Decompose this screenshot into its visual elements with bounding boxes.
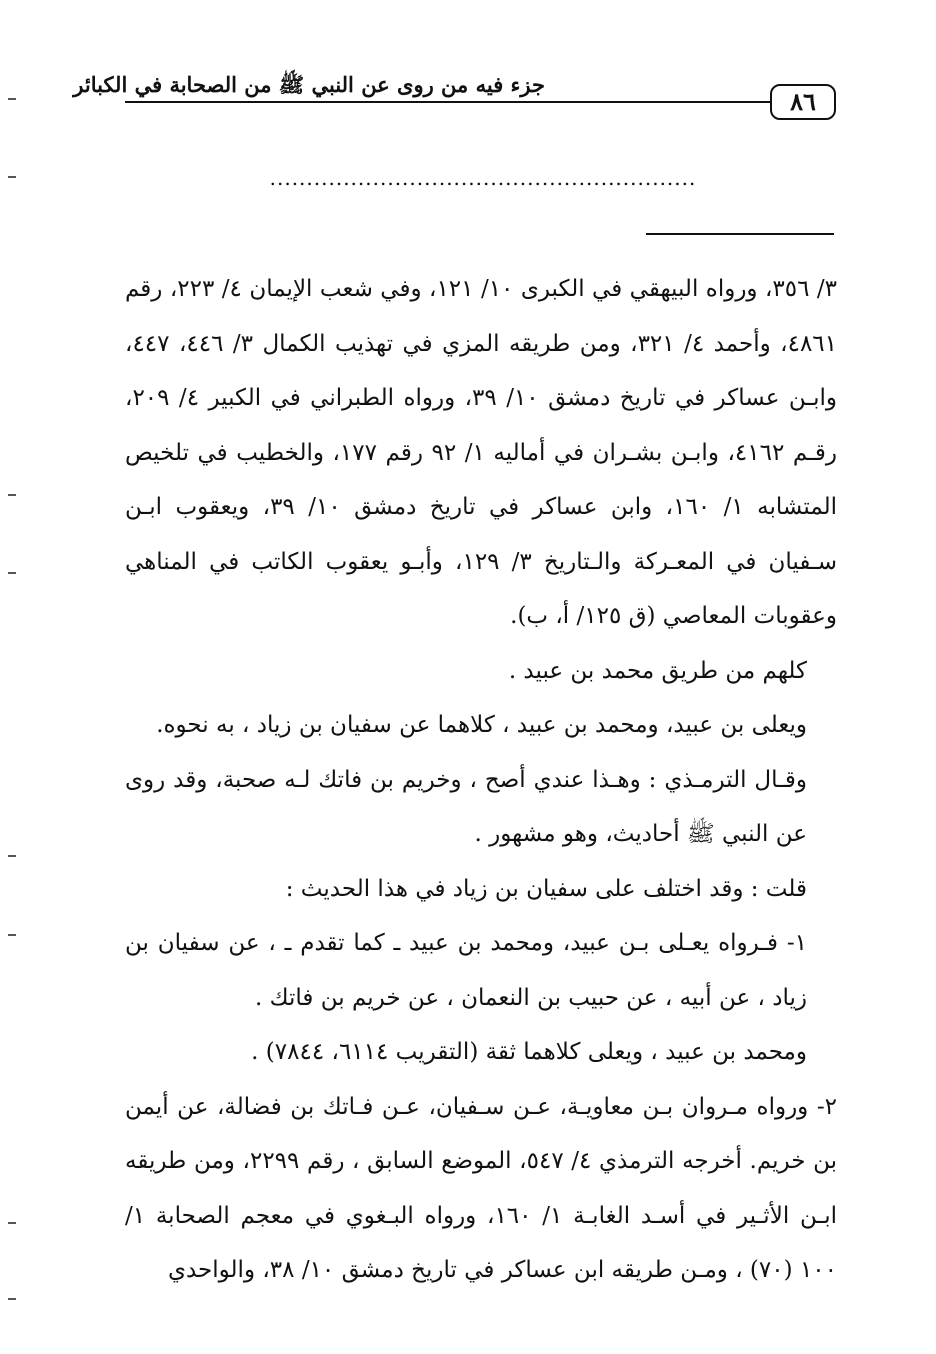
paragraph-5: قلت : وقد اختلف على سفيان بن زياد في هذا الحديث :	[285, 875, 807, 902]
scan-margin-mark	[8, 98, 16, 100]
scan-margin-mark	[8, 1298, 16, 1300]
paragraph-7: ومحمد بن عبيد ، ويعلى كلاهما ثقة (التقريب ٦١١٤، ٧٨٤٤) .	[251, 1039, 807, 1065]
scan-margin-mark	[8, 572, 16, 574]
footnote-separator	[646, 233, 834, 235]
paragraph-2: كلهم من طريق محمد بن عبيد .	[508, 657, 807, 684]
paragraph-4: وقـال الترمـذي : وهـذا عندي أصح ، وخريم بن فاتك لـه صحبة، وقد روى عن النبي ﷺ أحاديث، وهو مشهور .	[125, 766, 807, 847]
paragraph-8: ٢- ورواه مـروان بـن معاويـة، عـن سـفيان، عـن فـاتك بن فضالة، عن أيمن بن خريم. أخرجه الترمذي ٤/ ٥٤٧، الموضع السابق ، رقم ٢٢٩٩، ومن طريقه ابـن الأثـير في أسـد الغابـة ١/ ١٦٠، ورواه البـغوي في معجم الصحابة ١/ ١٠٠ (٧٠) ، ومـن طريقه ابن عساكر في تاريخ دمشق ١٠/ ٣٨، والواحدي	[125, 1093, 837, 1283]
page-number: ٨٦	[770, 84, 836, 120]
paragraph-3: ويعلى بن عبيد، ومحمد بن عبيد ، كلاهما عن سفيان بن زياد ، به نحوه.	[156, 712, 807, 738]
scan-margin-mark	[8, 934, 16, 936]
paragraph-6: ١- فـرواه يعـلى بـن عبيد، ومحمد بن عبيد ـ كما تقدم ـ ، عن سفيان بن زياد ، عن أبيه ، عن حبيب بن النعمان ، عن خريم بن فاتك .	[125, 930, 807, 1011]
dotted-separator-text: ..........................................................	[269, 168, 697, 188]
paragraph-1: ٣/ ٣٥٦، ورواه البيهقي في الكبرى ١٠/ ١٢١، وفي شعب الإيمان ٤/ ٢٢٣، رقم ٤٨٦١، وأحمد ٤/ ٣٢١، ومن طريقه المزي في تهذيب الكمال ٣/ ٤٤٦، ٤٤٧، وابـن عساكر في تاريخ دمشق ١٠/ ٣٩، ورواه الطبراني في الكبير ٤/ ٢٠٩، رقـم ٤١٦٢، وابـن بشـران في أماليه ١/ ٩٢ رقم ١٧٧، والخطيب في تلخيص المتشابه ١/ ١٦٠، وابن عساكر في تاريخ دمشق ١٠/ ٣٩، ويعقوب ابـن سـفيان في المعـركة والـتاريخ ٣/ ١٢٩، وأبـو يعقوب الكاتب في المناهي وعقوبات المعاصي (ق ١٢٥/ أ، ب).	[125, 276, 838, 629]
dotted-separator	[130, 168, 836, 188]
scan-margin-mark	[8, 176, 16, 178]
scan-margin-mark	[8, 855, 16, 857]
header-rule	[125, 101, 770, 103]
scan-margin-mark	[8, 1222, 16, 1224]
body-text	[125, 262, 837, 1298]
running-header-title: جزء فيه من روى عن النبي ﷺ من الصحابة في الكبائر	[73, 72, 545, 97]
scan-margin-mark	[8, 494, 16, 496]
